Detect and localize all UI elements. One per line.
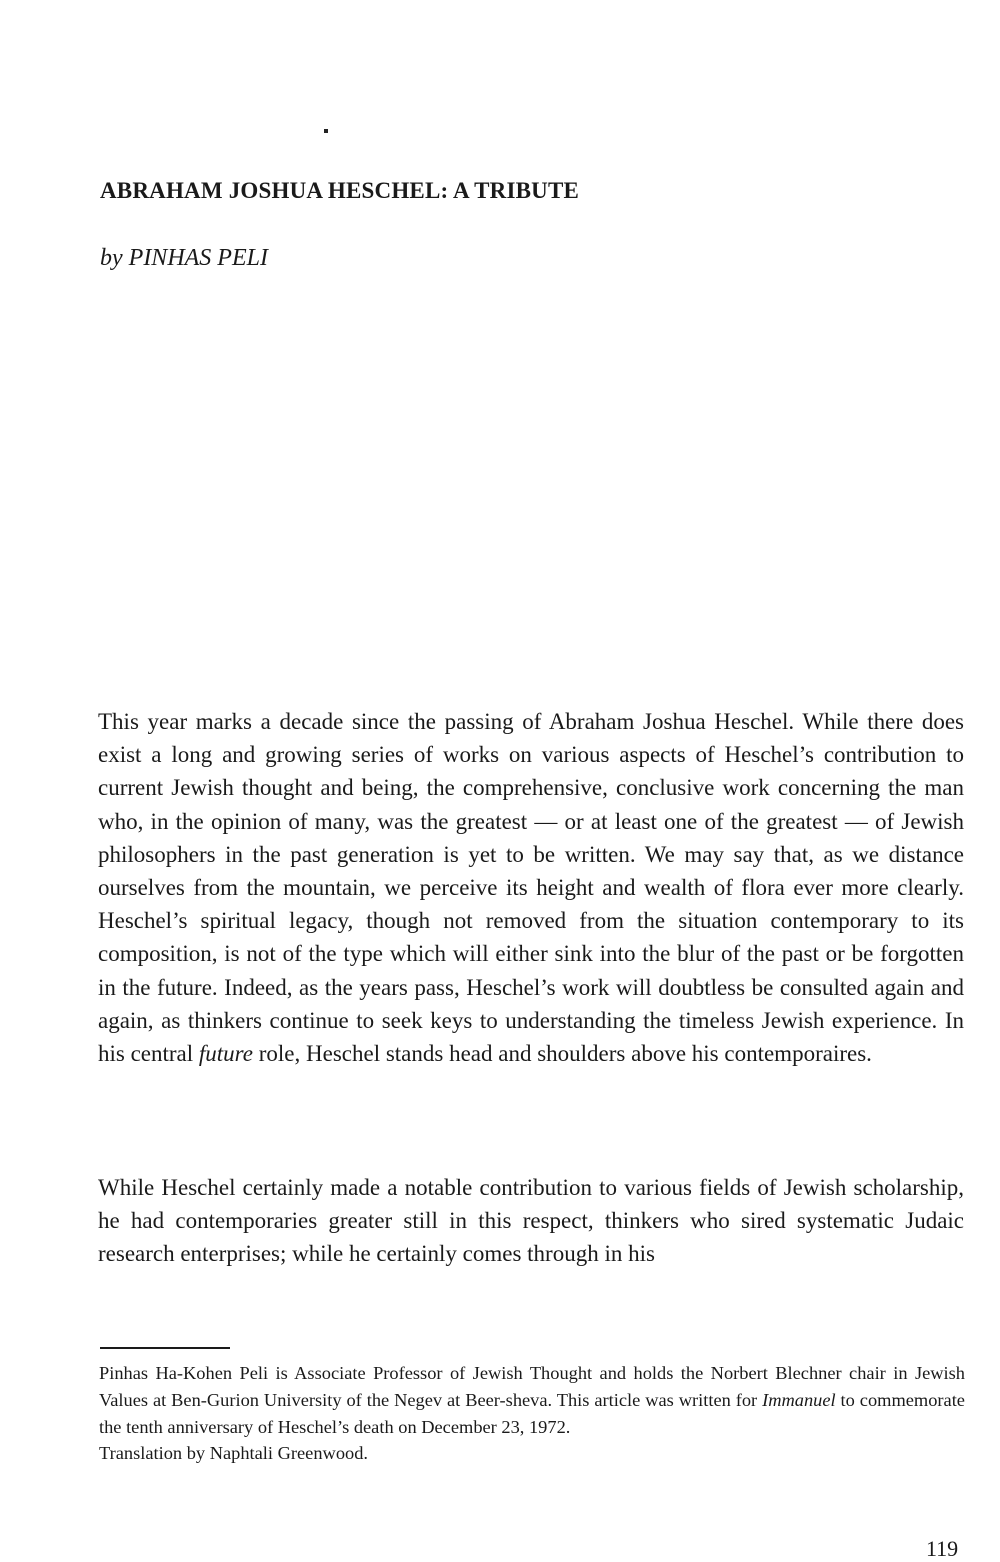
print-speck — [324, 129, 328, 133]
article-title: ABRAHAM JOSHUA HESCHEL: A TRIBUTE — [100, 178, 580, 203]
page-number: 119 — [926, 1536, 959, 1561]
body-paragraph-2: While Heschel certainly made a notable contribution to various fields of Jewish scholarship, he had contemporaries greater still in this respect, thinkers who sired systematic Judaic research enterprises; while he certainly comes through in his — [98, 1175, 964, 1267]
body-paragraph-1-text-a: This year marks a decade since the passing of Abraham Joshua Heschel. While there does exist a long and growing series of works on various aspects of Heschel’s contribution to current Jewish thought and being, the comprehensive, conclusive work concerning the man who, in the opinion of many, was the greatest — or at least one of the greatest — of Jewish philosophers in the past generation is yet to be written. We may say that, as we distance ourselves from the mountain, we perceive its height and wealth of flora ever more clearly. Heschel’s spiritual legacy, though not removed from the situation contemporary to its composition, is not of the type which will either sink into the blur of the past or be forgotten in the future. Indeed, as the years pass, Heschel’s work will doubtless be consulted again and again, as thinkers continue to seek keys to understanding the timeless Jewish experience. In his central — [98, 709, 964, 1067]
footnote-translation-credit: Translation by Naphtali Greenwood. — [99, 1443, 369, 1464]
footnote — [99, 1360, 965, 1467]
body-paragraph-1-emphasis: future — [198, 1041, 253, 1067]
footnote-text-a: Pinhas Ha-Kohen Peli is Associate Professor of Jewish Thought and holds the Norbert Blechner chair in Jewish Values at Ben-Gurion University of the Negev at Beer-sheva. This article was written for — [99, 1363, 965, 1410]
body-paragraph-1-text-b: role, Heschel stands head and shoulders above his contemporaires. — [253, 1041, 872, 1067]
article-byline: by PINHAS PELI — [100, 245, 268, 271]
footnote-text-b: to commemorate the tenth anniversary of Heschel’s death on December 23, 1972. — [99, 1389, 965, 1437]
body-paragraph-1 — [98, 705, 964, 1070]
footnote-journal-name: Immanuel — [762, 1389, 836, 1410]
footnote-divider — [100, 1347, 230, 1349]
footnote-author-note — [99, 1363, 965, 1437]
